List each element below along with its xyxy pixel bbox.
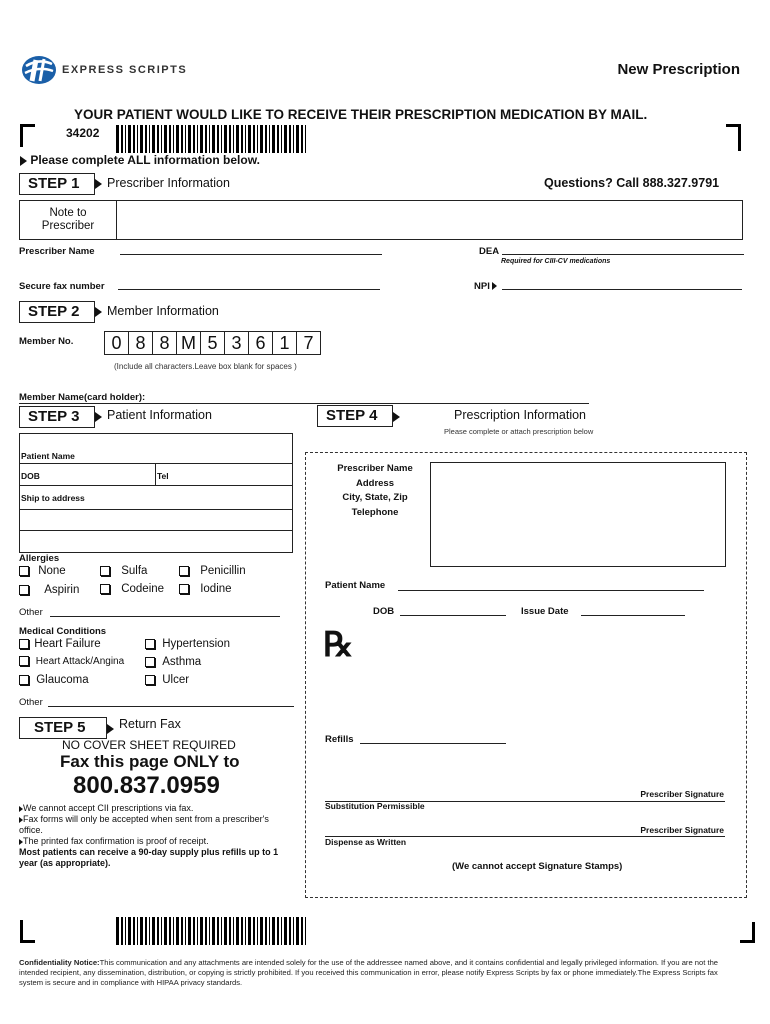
barcode-bar [205,125,207,153]
arrow-icon [492,282,497,290]
member-digit-box[interactable]: 0 [105,331,129,355]
arrow-icon [20,156,27,166]
ship-address-row-3[interactable] [20,530,292,552]
barcode-bar [301,917,303,945]
barcode-bar [272,917,275,945]
barcode-bar [212,125,215,153]
barcode-bar [145,125,147,153]
condition-heart-failure-label: Heart Failure [34,638,101,650]
dob-row[interactable] [20,463,292,486]
condition-other-label: Other [19,697,43,708]
condition-heart-failure[interactable] [19,638,101,650]
rx-icon: ℞ [323,625,354,665]
allergy-none[interactable] [19,565,66,577]
note-to-prescriber-box [19,200,743,240]
arrow-icon [95,179,102,189]
tel-cell[interactable] [155,463,169,485]
barcode-bar [253,917,255,945]
barcode-bar [125,917,126,945]
confidentiality-notice [19,958,743,988]
prescriber-name-field[interactable] [120,254,382,255]
checkbox-icon[interactable] [19,639,29,649]
step3-title: Patient Information [107,408,212,422]
barcode-bar [140,917,143,945]
member-digit-box[interactable]: 1 [273,331,297,355]
barcode-bar [281,917,282,945]
step1-title: Prescriber Information [107,176,230,190]
allergy-penicillin[interactable] [179,565,246,577]
npi-field[interactable] [502,289,742,290]
barcode-bar [245,125,246,153]
allergy-aspirin[interactable] [19,584,79,596]
step1-label: STEP 1 [28,175,80,192]
dob-label: DOB [21,471,40,481]
barcode-bar [197,125,198,153]
rx-patient-name-label: Patient Name [325,580,386,591]
member-name-label: Member Name(card holder): [19,392,146,403]
allergies-label: Allergies [19,553,60,564]
barcode-bar [169,917,171,945]
barcode-bar [269,125,270,153]
step4-badge [317,405,393,427]
barcode-bar [125,125,126,153]
barcode-bar [185,125,186,153]
barcode-bar [181,125,183,153]
barcode-bar [161,125,162,153]
barcode-bar [137,917,138,945]
signature-stamps-note: (We cannot accept Signature Stamps) [452,861,623,872]
npi-label [474,281,497,292]
barcode-bar [161,917,162,945]
barcode-bottom [116,917,310,945]
secure-fax-field[interactable] [118,289,380,290]
barcode-bar [176,917,179,945]
barcode-bar [164,917,167,945]
corner-mark-bottom-left [20,920,35,943]
headline: YOUR PATIENT WOULD LIKE TO RECEIVE THEIR PRESCRIPTION MEDICATION BY MAIL. [74,107,648,122]
barcode-bar [233,917,234,945]
barcode-bar [121,917,123,945]
barcode-bar [217,125,219,153]
barcode-bar [140,125,143,153]
allergy-codeine[interactable] [100,583,164,595]
refills-label: Refills [325,734,354,745]
fax-this-page: Fax this page ONLY to [60,752,240,771]
barcode-bar [305,125,306,153]
prescriber-name-line: Prescriber Name [337,463,413,474]
city-state-zip-line: City, State, Zip [342,492,408,503]
ship-address-row[interactable] [20,485,292,510]
checkbox-icon[interactable] [19,675,29,685]
member-hint: (Include all characters.Leave box blank for spaces ) [114,362,297,371]
rx-dob-field[interactable] [400,615,506,616]
barcode-bar [305,917,306,945]
member-digit-box[interactable]: 3 [225,331,249,355]
barcode-bar [248,125,251,153]
tel-label: Tel [157,471,169,481]
questions-phone: Questions? Call 888.327.9791 [544,176,720,190]
barcode-bar [296,125,299,153]
npi-label-text: NPI [474,281,490,292]
supply-note: Most patients can receive a 90-day supply plus refills up to 1 year (as appropriate). [19,847,279,868]
member-digit-box[interactable]: 5 [201,331,225,355]
condition-other-field[interactable] [48,706,294,707]
step5-title: Return Fax [119,717,181,731]
allergy-sulfa-label: Sulfa [121,565,148,577]
arrow-icon [95,412,102,422]
barcode-bar [157,917,159,945]
checkbox-icon[interactable] [179,566,189,576]
patient-name-row[interactable] [20,434,292,464]
allergy-iodine-label: Iodine [200,583,232,595]
barcode-bar [193,125,195,153]
barcode-bar [241,917,243,945]
condition-ulcer-label: Ulcer [162,674,190,686]
barcode-bar [241,125,243,153]
condition-hypertension-label: Hypertension [162,638,230,650]
member-name-field[interactable] [19,403,589,404]
member-no-label: Member No. [19,336,74,347]
patient-info-table [19,433,293,553]
allergy-aspirin-label: Aspirin [44,584,80,596]
barcode-bar [284,125,287,153]
step4-subtitle: Please complete or attach prescription below [444,427,594,436]
arrow-icon [393,412,400,422]
barcode-bar [296,917,299,945]
fax-note-3-text: The printed fax confirmation is proof of receipt. [23,836,209,846]
barcode-bar [197,917,198,945]
checkbox-icon[interactable] [179,584,189,594]
barcode-bar [185,917,186,945]
barcode-bar [188,125,191,153]
barcode-bar [188,917,191,945]
corner-mark-bottom-right [740,922,755,943]
express-scripts-logo-icon [20,54,58,86]
barcode-bar [173,917,174,945]
step3-label: STEP 3 [28,408,80,425]
note-label-cell [20,201,117,239]
barcode-bar [284,917,287,945]
corner-mark-top-right [726,124,741,151]
secure-fax-label: Secure fax number [19,281,105,292]
barcode-bar [289,125,291,153]
instruction-text: Please complete ALL information below. [30,153,260,167]
ship-address-row-2[interactable] [20,509,292,531]
barcode-bar [293,125,294,153]
barcode-bar [221,125,222,153]
member-digit-box[interactable]: 8 [129,331,153,355]
step2-label: STEP 2 [28,303,80,320]
barcode-bar [212,917,215,945]
barcode-bar [181,917,183,945]
prescriber-block-labels [320,462,430,520]
barcode-bar [200,125,203,153]
barcode-bar [277,917,279,945]
checkbox-icon[interactable] [19,585,29,595]
fax-number: 800.837.0959 [73,772,220,799]
step5-badge [19,717,107,739]
barcode-bar [128,125,131,153]
barcode-bar [176,125,179,153]
substitution-permissible-label: Substitution Permissible [325,801,425,811]
barcode-bar [257,917,258,945]
barcode-bar [217,917,219,945]
dea-note: Required for CIII-CV medications [501,258,611,265]
barcode-bar [200,917,203,945]
address-line: Address [355,477,394,489]
allergy-iodine[interactable] [179,583,232,595]
dea-label: DEA [479,246,500,257]
rx-dob-label: DOB [373,606,395,617]
express-scripts-logo [20,54,58,91]
condition-heart-attack-label: Heart Attack/Angina [35,656,125,667]
step1-badge [19,173,95,195]
allergy-none-label: None [38,565,66,577]
checkbox-icon[interactable] [145,675,155,685]
allergy-penicillin-label: Penicillin [200,565,246,577]
member-digit-box[interactable]: 6 [249,331,273,355]
member-number-boxes[interactable] [104,331,321,355]
rx-patient-name-field[interactable] [398,590,704,591]
allergy-other-label: Other [19,607,43,618]
checkbox-icon[interactable] [100,566,110,576]
barcode-bar [149,125,150,153]
barcode-bar [281,125,282,153]
medical-conditions-label: Medical Conditions [19,626,107,637]
barcode-bar [157,125,159,153]
fax-note-1 [19,803,281,814]
barcode-bar [272,125,275,153]
condition-ulcer[interactable] [145,674,189,686]
step4-title: Prescription Information [454,408,587,422]
allergy-codeine-label: Codeine [121,583,165,595]
barcode-bar [205,917,207,945]
barcode-bar [260,917,263,945]
brand-name: EXPRESS SCRIPTS [62,64,188,76]
barcode-bar [116,125,119,153]
prescription-area [305,452,747,898]
instruction [20,153,260,167]
barcode-bar [257,125,258,153]
checkbox-icon[interactable] [145,639,155,649]
barcode-bar [133,917,135,945]
dispense-as-written-label: Dispense as Written [325,837,407,847]
fax-note-2 [19,814,281,836]
barcode-bar [229,917,231,945]
barcode-bar [289,917,291,945]
fax-note-2-text: Fax forms will only be accepted when sent from a prescriber's office. [19,814,269,835]
issue-date-field[interactable] [581,615,685,616]
step5-label: STEP 5 [34,719,86,736]
barcode-bar [209,125,210,153]
checkbox-icon[interactable] [19,656,29,666]
confidentiality-text: This communication and any attachments are intended solely for the use of the addressee named above, and it contains confidential and legally privileged information. If you are not the intended recipient, any dissemination, distribution, or copying is strictly prohibited. If you received this communication in error, please notify Express Scripts by fax or phone immediately.The Express Scripts fax system is secure and in compliance with HIPAA privacy standards. [19,958,719,987]
barcode-top [116,125,310,153]
checkbox-icon[interactable] [100,584,110,594]
allergy-sulfa[interactable] [100,565,147,577]
refills-field[interactable] [360,743,506,744]
step2-title: Member Information [107,304,219,318]
checkbox-icon[interactable] [145,657,155,667]
step2-badge [19,301,95,323]
barcode-bar [121,125,123,153]
prescriber-signature-label-2: Prescriber Signature [640,825,724,835]
barcode-bar [245,917,246,945]
barcode-bar [128,917,131,945]
issue-date-label: Issue Date [521,606,569,617]
patient-name-label: Patient Name [21,451,75,461]
barcode-bar [301,125,303,153]
barcode-bar [209,917,210,945]
barcode-bar [277,125,279,153]
prescriber-name-label: Prescriber Name [19,246,95,257]
barcode-bar [152,917,155,945]
member-digit-box[interactable]: 7 [297,331,321,355]
barcode-bar [221,917,222,945]
prescriber-signature-label-1: Prescriber Signature [640,789,724,799]
barcode-bar [265,917,267,945]
note-input[interactable] [117,201,742,239]
barcode-bar [293,917,294,945]
barcode-bar [260,125,263,153]
barcode-bar [236,917,239,945]
condition-asthma-label: Asthma [162,656,202,668]
allergy-other-field[interactable] [50,616,280,617]
form-number: 34202 [66,126,100,140]
barcode-bar [116,917,119,945]
member-digit-box[interactable]: M [177,331,201,355]
barcode-bar [253,125,255,153]
ship-address-label: Ship to address [21,493,85,503]
checkbox-icon[interactable] [19,566,29,576]
page-title: New Prescription [617,61,740,78]
member-digit-box[interactable]: 8 [153,331,177,355]
note-label: Note to Prescriber [41,207,95,232]
telephone-line: Telephone [351,506,399,518]
barcode-bar [145,917,147,945]
arrow-icon [107,724,114,734]
barcode-bar [137,125,138,153]
barcode-bar [133,125,135,153]
fax-notes [19,803,281,869]
barcode-bar [233,125,234,153]
fax-note-1-text: We cannot accept CII prescriptions via fax. [23,803,194,813]
barcode-bar [229,125,231,153]
corner-mark-top-left [20,124,35,147]
condition-asthma[interactable] [145,656,201,668]
barcode-bar [193,917,195,945]
no-cover-sheet: NO COVER SHEET REQUIRED [62,738,236,752]
barcode-bar [269,917,270,945]
arrow-icon [95,307,102,317]
barcode-bar [149,917,150,945]
condition-glaucoma[interactable] [19,674,89,686]
confidentiality-label: Confidentiality Notice: [19,958,100,967]
barcode-bar [248,917,251,945]
step4-label: STEP 4 [326,407,378,424]
barcode-bar [224,125,227,153]
condition-hypertension[interactable] [145,638,230,650]
barcode-bar [164,125,167,153]
prescriber-stamp-box[interactable] [430,462,726,567]
barcode-bar [169,125,171,153]
barcode-bar [224,917,227,945]
condition-glaucoma-label: Glaucoma [36,674,89,686]
dea-field[interactable] [502,254,744,255]
step3-badge [19,406,95,428]
barcode-bar [173,125,174,153]
barcode-bar [152,125,155,153]
barcode-bar [236,125,239,153]
barcode-bar [265,125,267,153]
fax-note-3 [19,836,281,847]
condition-heart-attack[interactable] [19,656,124,667]
